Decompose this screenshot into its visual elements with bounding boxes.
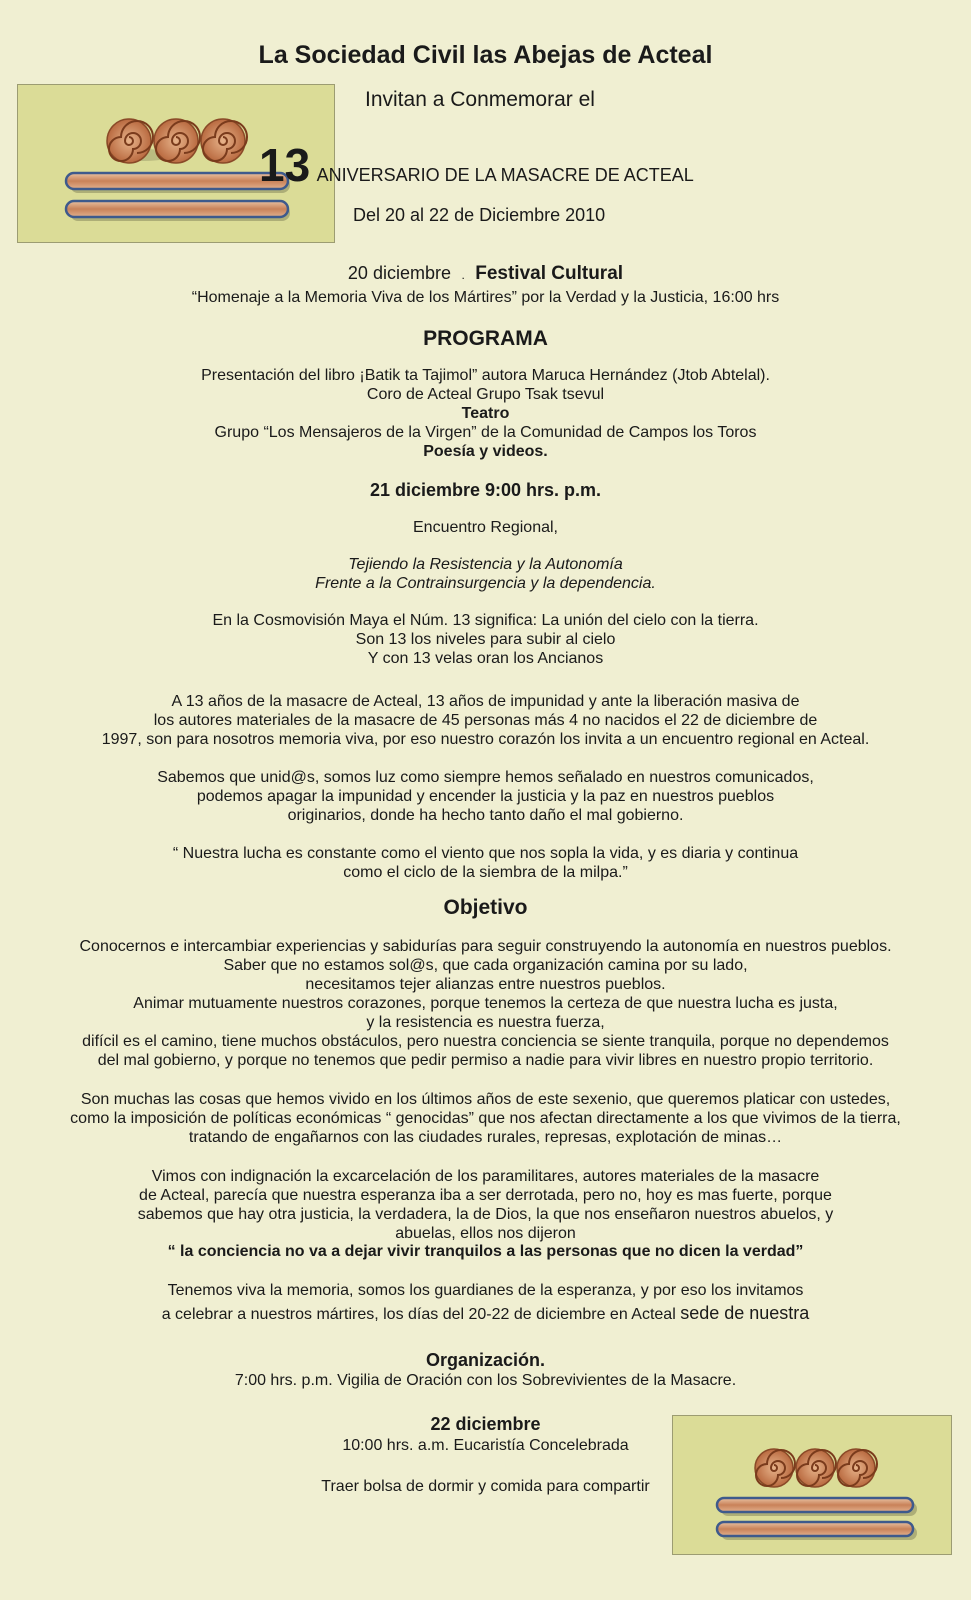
big-number: 13 bbox=[259, 139, 311, 191]
paragraph-line: de Acteal, parecía que nuestra esperanza iba a ser derrotada, pero no, hoy es mas fuerte, porque bbox=[139, 1187, 832, 1204]
day20-heading bbox=[0, 263, 971, 285]
paragraph-line: Son muchas las cosas que hemos vivido en los últimos años de este sexenio, que queremos platicar con ustedes, bbox=[80, 1091, 891, 1108]
programa-list bbox=[0, 366, 971, 461]
cosmovision-line: Y con 13 velas oran los Ancianos bbox=[367, 650, 604, 667]
objetivo-line: y la resistencia es nuestra fuerza, bbox=[366, 1014, 605, 1031]
unidos-paragraph bbox=[0, 768, 971, 825]
anniversary-line bbox=[259, 140, 694, 190]
anniversary-paragraph bbox=[0, 692, 971, 749]
day20-subtitle: “Homenaje a la Memoria Viva de los Mártires” por la Verdad y la Justicia, 16:00 hrs bbox=[191, 289, 780, 306]
day20-dot: . bbox=[461, 268, 465, 282]
day20-event: Festival Cultural bbox=[475, 263, 624, 284]
paragraph-line: Vimos con indignación la excarcelación de los paramilitares, autores materiales de la masacre bbox=[151, 1168, 820, 1185]
paragraph-line: originarios, donde ha hecho tanto daño el mal gobierno. bbox=[287, 807, 684, 824]
programa-line: Poesía y videos. bbox=[423, 443, 548, 460]
paragraph-line: Tenemos viva la memoria, somos los guardianes de la esperanza, y por eso los invitamos bbox=[167, 1282, 804, 1299]
bottom-logo bbox=[672, 1415, 952, 1555]
paragraph-line: los autores materiales de la masacre de 45 personas más 4 no nacidos el 22 de diciembre de bbox=[153, 712, 818, 729]
anniversary-text: ANIVERSARIO DE LA MASACRE DE ACTEAL bbox=[316, 165, 694, 185]
memoria-paragraph bbox=[0, 1280, 971, 1326]
abejas-logo-icon bbox=[673, 1416, 951, 1554]
paragraph-line: sabemos que hay otra justicia, la verdadera, la de Dios, la que nos enseñaron nuestros abuelos, y bbox=[137, 1206, 834, 1223]
objetivo-heading: Objetivo bbox=[443, 896, 528, 919]
organizacion-heading: Organización. bbox=[425, 1350, 546, 1370]
memoria-line-2: a celebrar a nuestros mártires, los días del 20-22 de diciembre en Acteal bbox=[161, 1306, 676, 1323]
paragraph-line bbox=[0, 1302, 971, 1326]
quote-line: “ Nuestra lucha es constante como el viento que nos sopla la vida, y es diaria y continua bbox=[172, 845, 799, 862]
paragraph-line: A 13 años de la masacre de Acteal, 13 años de impunidad y ante la liberación masiva de bbox=[171, 693, 800, 710]
day22-heading: 22 diciembre bbox=[430, 1414, 541, 1434]
objetivo-line: del mal gobierno, y porque no tenemos que pedir permiso a nadie para vivir libres en nuestro propio territorio. bbox=[97, 1052, 874, 1069]
objetivo-paragraph bbox=[0, 937, 971, 1070]
objetivo-line: Saber que no estamos sol@s, que cada organización camina por su lado, bbox=[223, 957, 748, 974]
conciencia-quote: “ la conciencia no va a dejar vivir tranquilos a las personas que no dicen la verdad” bbox=[167, 1243, 804, 1260]
paragraph-line: Sabemos que unid@s, somos luz como siempre hemos señalado en nuestros comunicados, bbox=[157, 769, 814, 786]
programa-line: Coro de Acteal Grupo Tsak tsevul bbox=[366, 386, 605, 403]
encuentro-regional: Encuentro Regional, bbox=[413, 519, 558, 536]
sexenio-paragraph bbox=[0, 1090, 971, 1147]
date-range: Del 20 al 22 de Diciembre 2010 bbox=[353, 205, 606, 225]
memoria-line-2-tail: sede de nuestra bbox=[680, 1303, 810, 1323]
objetivo-line: difícil es el camino, tiene muchos obstáculos, pero nuestra conciencia se siente tranquila, porque no dependemos bbox=[82, 1033, 889, 1050]
theme-line: Tejiendo la Resistencia y la Autonomía bbox=[348, 556, 623, 573]
encuentro-theme bbox=[0, 555, 971, 593]
objetivo-line: Conocernos e intercambiar experiencias y sabidurías para seguir construyendo la autonomía en nuestros pueblos. bbox=[79, 938, 892, 955]
theme-line: Frente a la Contrainsurgencia y la dependencia. bbox=[315, 575, 656, 592]
paragraph-line: como la imposición de políticas económicas “ genocidas” que nos afectan directamente a los que vivimos de la tierra, bbox=[70, 1110, 901, 1127]
organizacion-line: 7:00 hrs. p.m. Vigilia de Oración con los Sobrevivientes de la Masacre. bbox=[234, 1372, 737, 1389]
day21-heading: 21 diciembre 9:00 hrs. p.m. bbox=[369, 480, 602, 500]
programa-heading: PROGRAMA bbox=[423, 327, 548, 350]
lucha-quote bbox=[0, 844, 971, 882]
programa-line: Presentación del libro ¡Batik ta Tajimol” autora Maruca Hernández (Jtob Abtelal). bbox=[201, 367, 770, 384]
invite-line: Invitan a Conmemorar el bbox=[365, 88, 595, 111]
cosmovision-line: Son 13 los niveles para subir al cielo bbox=[355, 631, 616, 648]
day20-date: 20 diciembre bbox=[347, 263, 451, 283]
programa-line: Grupo “Los Mensajeros de la Virgen” de la Comunidad de Campos los Toros bbox=[214, 424, 757, 441]
cosmovision-line: En la Cosmovisión Maya el Núm. 13 significa: La unión del cielo con la tierra. bbox=[212, 612, 759, 629]
programa-line: Teatro bbox=[461, 405, 510, 422]
objetivo-line: Animar mutuamente nuestros corazones, porque tenemos la certeza de que nuestra lucha es justa, bbox=[133, 995, 838, 1012]
quote-line: como el ciclo de la siembra de la milpa.” bbox=[343, 864, 628, 881]
paragraph-line: tratando de engañarnos con las ciudades rurales, represas, explotación de minas… bbox=[188, 1129, 783, 1146]
paragraph-line: 1997, son para nosotros memoria viva, por eso nuestro corazón los invita a un encuentro regional en Acteal. bbox=[101, 731, 870, 748]
indignacion-paragraph bbox=[0, 1167, 971, 1243]
day22-line: 10:00 hrs. a.m. Eucaristía Concelebrada bbox=[342, 1437, 629, 1454]
objetivo-line: necesitamos tejer alianzas entre nuestros pueblos. bbox=[305, 976, 666, 993]
paragraph-line: podemos apagar la impunidad y encender la justicia y la paz en nuestros pueblos bbox=[196, 788, 775, 805]
cosmovision-paragraph bbox=[0, 611, 971, 668]
page-title: La Sociedad Civil las Abejas de Acteal bbox=[258, 41, 713, 69]
paragraph-line: abuelas, ellos nos dijeron bbox=[395, 1225, 576, 1242]
day22-note: Traer bolsa de dormir y comida para compartir bbox=[321, 1478, 650, 1495]
